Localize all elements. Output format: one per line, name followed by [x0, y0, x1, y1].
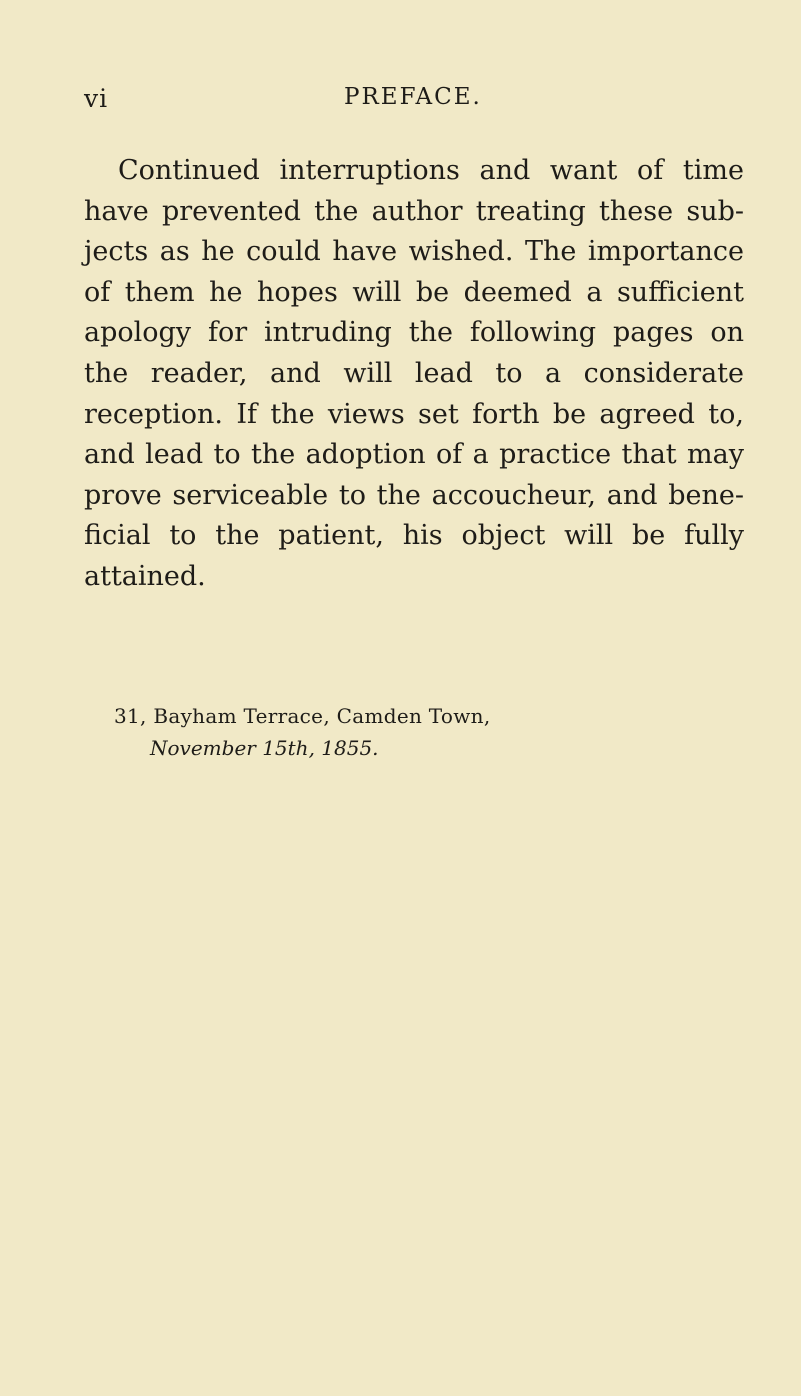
text-line: Continued interruptions and want of time: [118, 155, 744, 186]
text-line: reception. If the views set forth be agreed to,: [84, 398, 744, 430]
author-address: 31, Bayham Terrace, Camden Town,: [114, 704, 491, 728]
text-line: ficial to the patient, his object will be fully: [84, 520, 744, 552]
text-line: have prevented the author treating these sub-: [84, 195, 744, 227]
text-line: prove serviceable to the accoucheur, and bene-: [84, 479, 744, 511]
text-line: jects as he could have wished. The importance: [84, 236, 744, 268]
text-line: attained.: [84, 560, 206, 592]
text-line: of them he hopes will be deemed a sufficient: [84, 276, 744, 308]
preface-paragraph: [84, 151, 744, 598]
text-line: and lead to the adoption of a practice that may: [84, 439, 744, 471]
page-heading: PREFACE.: [344, 84, 482, 110]
signature-block: [114, 700, 490, 764]
running-head: [84, 84, 724, 118]
page-number: vi: [84, 84, 109, 113]
text-line: the reader, and will lead to a considerate: [84, 357, 744, 389]
signature-date: November 15th, 1855.: [150, 736, 379, 760]
text-line: apology for intruding the following pages on: [84, 317, 744, 349]
